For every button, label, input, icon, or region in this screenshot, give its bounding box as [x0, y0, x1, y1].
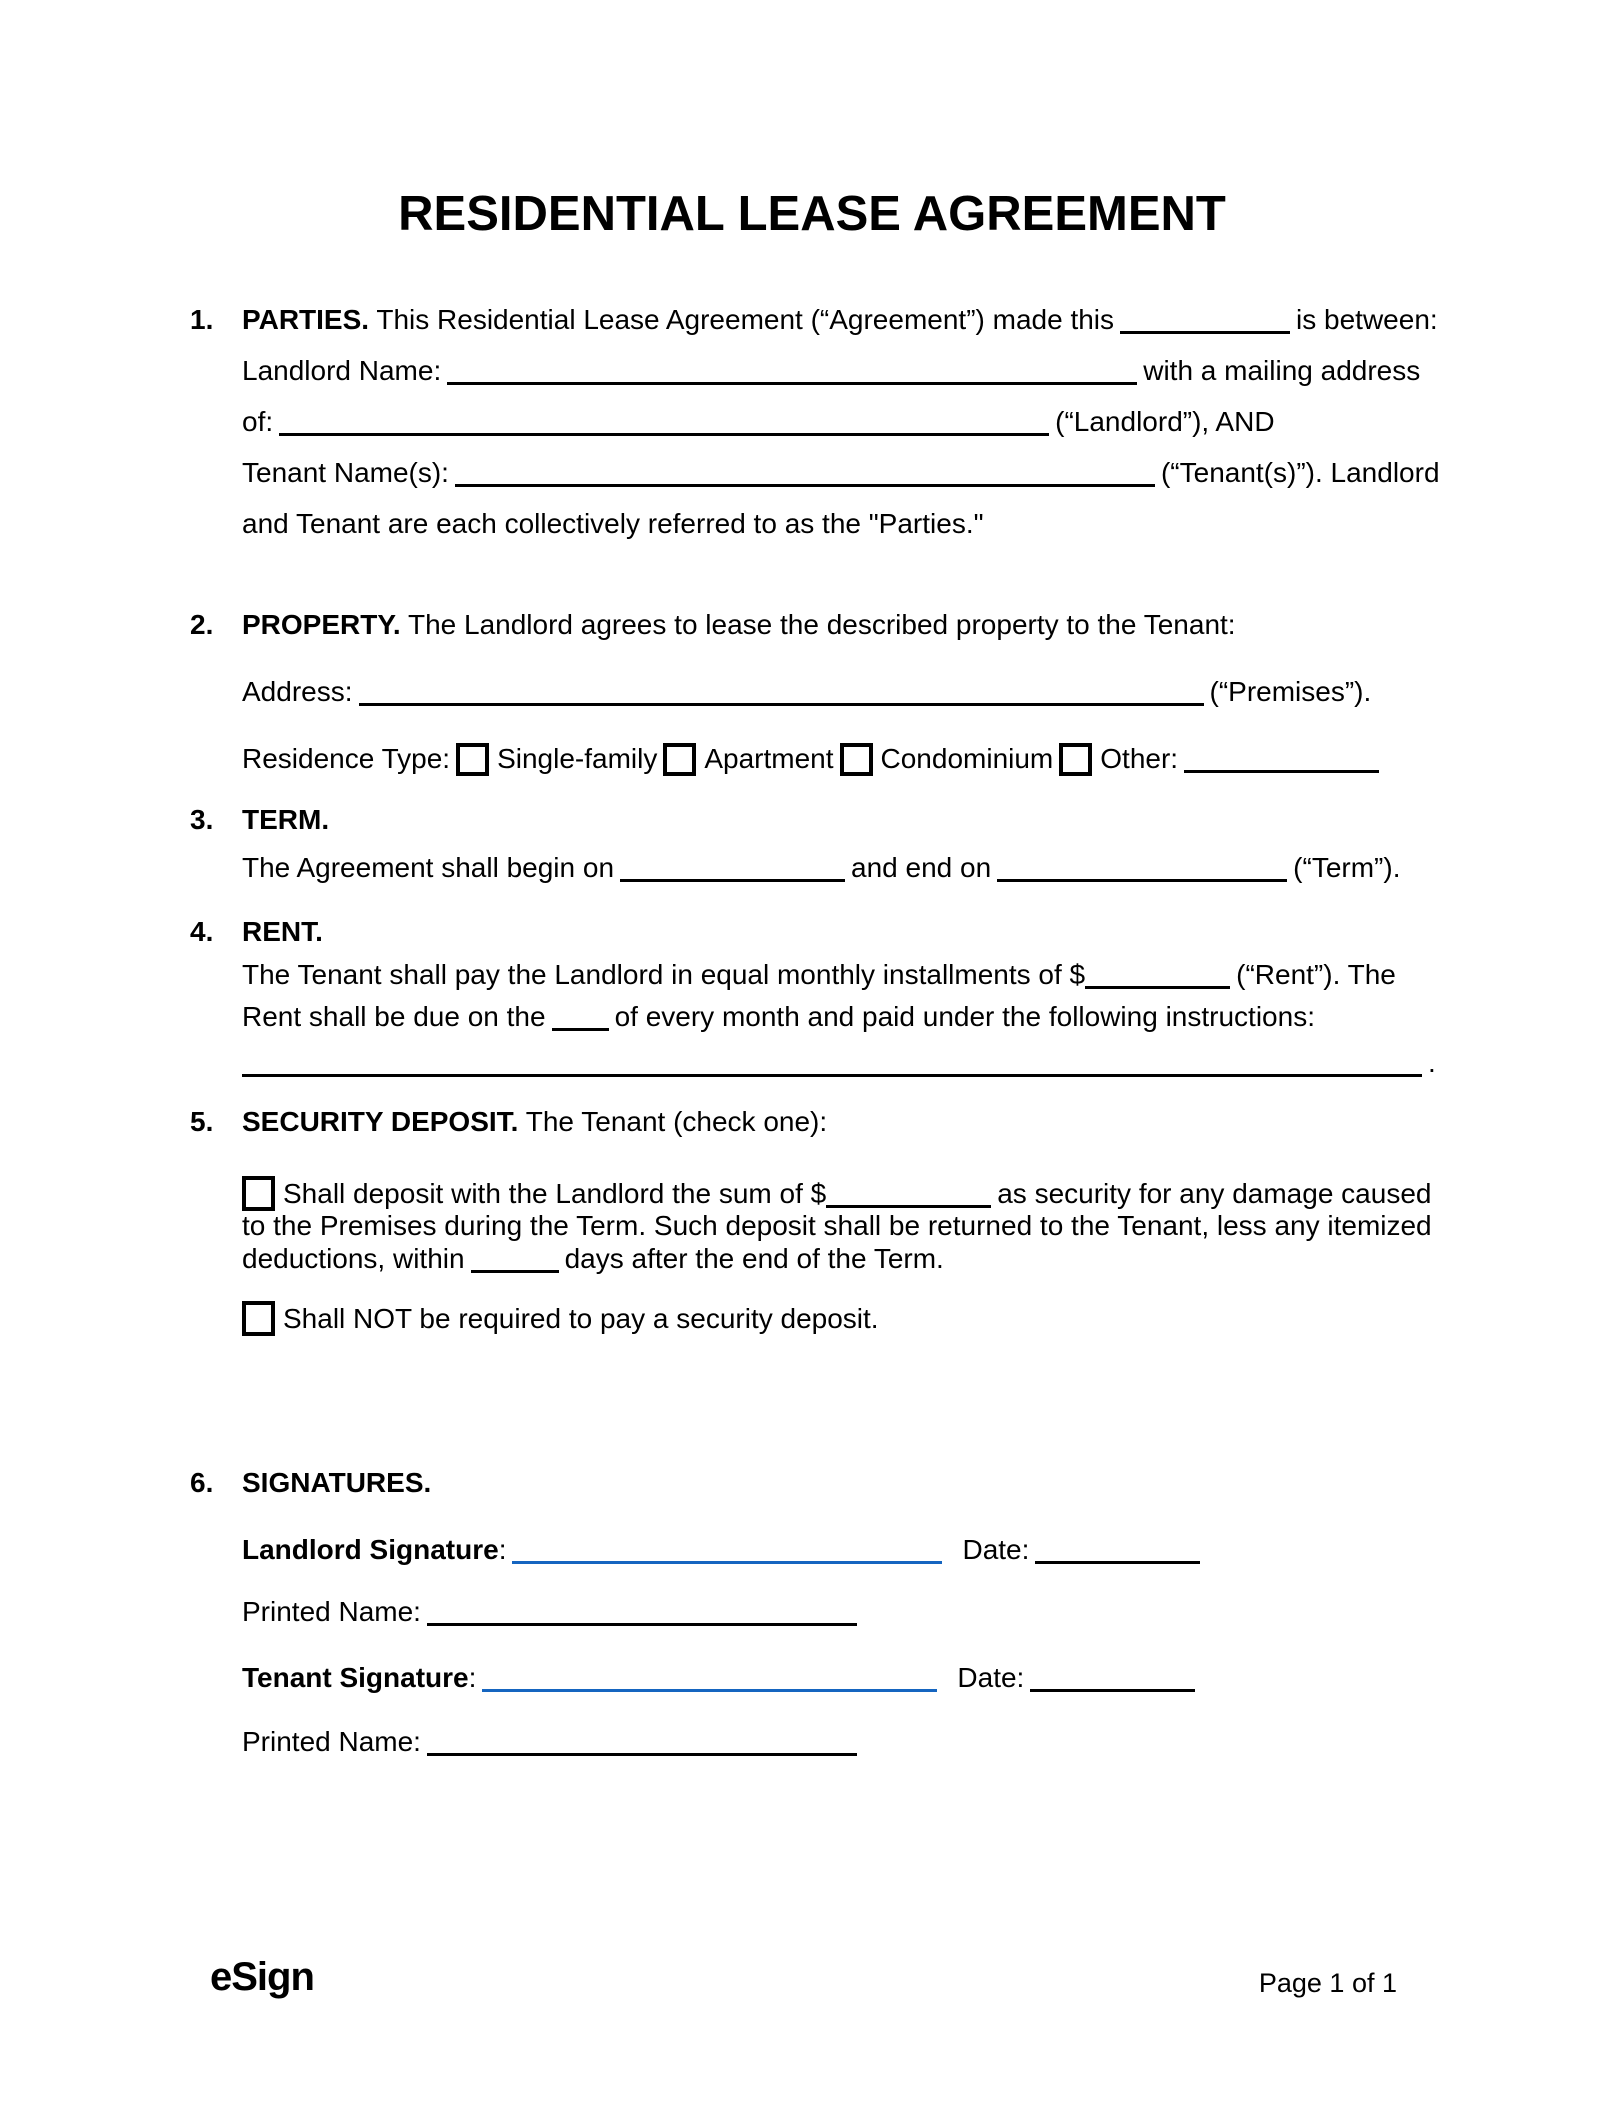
property-address-line: Address: (“Premises”). [242, 676, 1372, 707]
deposit-days-blank[interactable] [471, 1242, 559, 1273]
landlord-date-label: Date: [962, 1534, 1030, 1565]
landlord-address-blank[interactable] [279, 405, 1049, 436]
apartment-label: Apartment [704, 743, 834, 774]
section-number-5: 5. [190, 1106, 214, 1137]
section-parties [190, 294, 1442, 549]
parties-line-3: of: (“Landlord”), AND [242, 406, 1275, 437]
rent-line-1: The Tenant shall pay the Landlord in equal monthly installments of $ (“Rent”). The [242, 959, 1396, 990]
parties-line-5: and Tenant are each collectively referred to as the "Parties." [242, 508, 984, 539]
tenant-signature-row: Tenant Signature: Date: [242, 1661, 1442, 1695]
property-heading-line: PROPERTY. The Landlord agrees to lease the described property to the Tenant: [242, 609, 1236, 640]
section-number-4: 4. [190, 916, 214, 947]
residence-other-blank[interactable] [1184, 742, 1379, 773]
signatures-heading: SIGNATURES. [242, 1467, 432, 1498]
single-family-label: Single-family [497, 743, 658, 774]
condominium-label: Condominium [880, 743, 1054, 774]
rent-amount-blank[interactable] [1085, 958, 1230, 989]
section-number-6: 6. [190, 1467, 214, 1498]
parties-line-4: Tenant Name(s): (“Tenant(s)”). Landlord [242, 457, 1440, 488]
rent-line-2: Rent shall be due on the of every month and paid under the following instructions: [242, 1001, 1315, 1032]
deposit-option1-line-1: Shall deposit with the Landlord the sum of $ as security for any damage caused [242, 1176, 1442, 1209]
deposit-option1-line-3: deductions, within days after the end of the Term. [242, 1243, 944, 1274]
tenant-printed-name-label: Printed Name: [242, 1726, 421, 1757]
landlord-printed-name-label: Printed Name: [242, 1596, 421, 1627]
landlord-signature-line[interactable] [512, 1533, 942, 1564]
property-address-blank[interactable] [359, 675, 1204, 706]
payment-instructions-blank[interactable] [242, 1046, 1422, 1077]
section-number-1: 1. [190, 304, 214, 335]
other-label: Other: [1100, 743, 1179, 774]
parties-heading: PARTIES. [242, 304, 370, 335]
deposit-option-1 [242, 1176, 1442, 1275]
section-number-2: 2. [190, 609, 214, 640]
term-heading: TERM. [242, 804, 330, 835]
no-deposit-checkbox[interactable] [242, 1301, 275, 1336]
document-title: RESIDENTIAL LEASE AGREEMENT [398, 187, 1226, 241]
term-body-line: The Agreement shall begin on and end on (“Term”). [242, 852, 1401, 883]
deposit-option1-line-2: to the Premises during the Term. Such deposit shall be returned to the Tenant, less any itemized [242, 1210, 1432, 1241]
section-rent [190, 915, 1442, 1080]
rent-heading: RENT. [242, 916, 323, 947]
landlord-printed-name-blank[interactable] [427, 1595, 857, 1626]
agreement-date-blank[interactable] [1120, 303, 1290, 334]
rent-due-day-blank[interactable] [552, 1000, 609, 1031]
deposit-option-2: Shall NOT be required to pay a security deposit. [242, 1301, 1442, 1334]
parties-line-2: Landlord Name: with a mailing address [242, 355, 1421, 386]
section-term [190, 803, 1442, 885]
tenant-sign-date-blank[interactable] [1030, 1661, 1195, 1692]
landlord-signature-label: Landlord Signature [242, 1534, 499, 1565]
condominium-checkbox[interactable] [840, 743, 873, 776]
section-signatures [190, 1466, 1442, 1759]
term-end-blank[interactable] [997, 851, 1287, 882]
esign-logo: eSign [210, 1955, 314, 1999]
deposit-heading-line: SECURITY DEPOSIT. The Tenant (check one): [242, 1106, 828, 1137]
landlord-name-blank[interactable] [447, 354, 1137, 385]
landlord-printed-name-row [242, 1595, 1442, 1629]
rent-line-3: . [242, 1046, 1442, 1080]
property-heading: PROPERTY. [242, 609, 401, 640]
single-family-checkbox[interactable] [456, 743, 489, 776]
deposit-required-checkbox[interactable] [242, 1176, 275, 1211]
tenant-names-blank[interactable] [455, 456, 1155, 487]
tenant-signature-label: Tenant Signature [242, 1662, 469, 1693]
residence-type-line: Residence Type: Single-family Apartment Condominium Other: [242, 742, 1442, 775]
tenant-printed-name-row [242, 1725, 1442, 1759]
other-checkbox[interactable] [1059, 743, 1092, 776]
landlord-signature-row: Landlord Signature: Date: [242, 1533, 1442, 1567]
parties-line-1: PARTIES. This Residential Lease Agreement (“Agreement”) made this is between: [242, 304, 1438, 335]
term-start-blank[interactable] [620, 851, 845, 882]
tenant-date-label: Date: [957, 1662, 1025, 1693]
section-property [190, 608, 1442, 809]
tenant-printed-name-blank[interactable] [427, 1725, 857, 1756]
section-security-deposit [190, 1105, 1442, 1334]
landlord-sign-date-blank[interactable] [1035, 1533, 1200, 1564]
section-number-3: 3. [190, 804, 214, 835]
page-number: Page 1 of 1 [1258, 1968, 1397, 1998]
deposit-heading: SECURITY DEPOSIT. [242, 1106, 519, 1137]
apartment-checkbox[interactable] [663, 743, 696, 776]
tenant-signature-line[interactable] [482, 1661, 937, 1692]
deposit-amount-blank[interactable] [826, 1177, 991, 1208]
